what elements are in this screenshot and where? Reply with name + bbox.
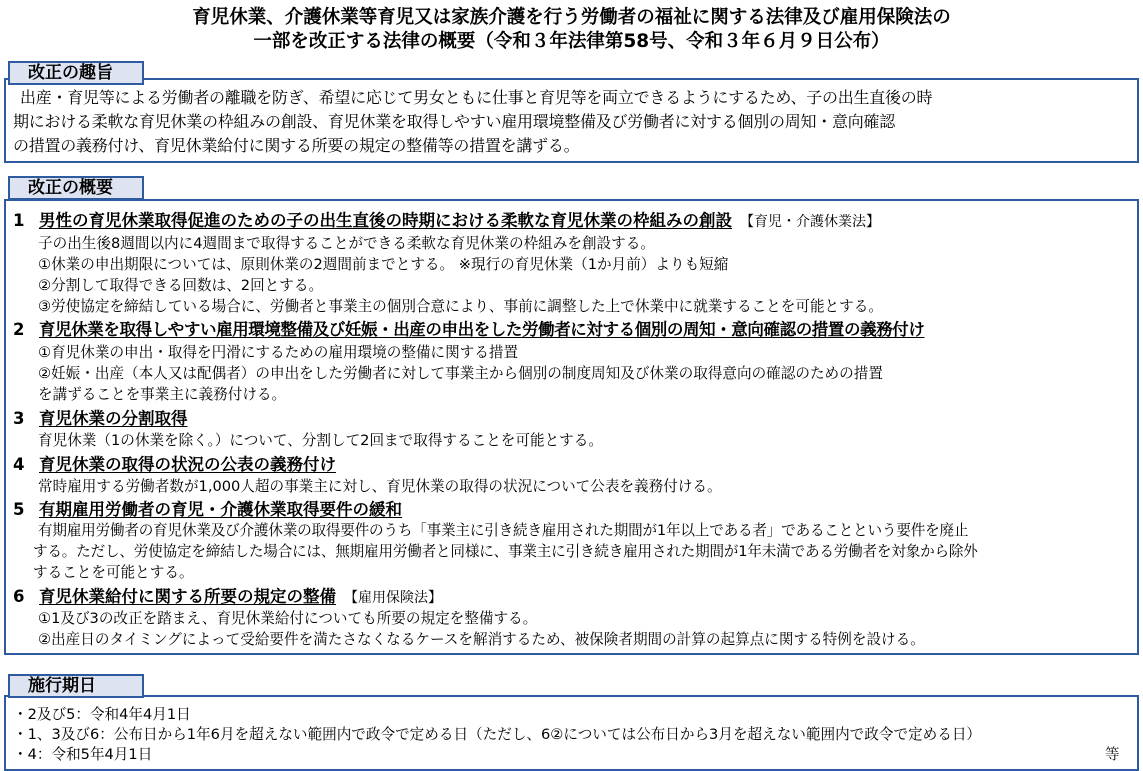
section-6-line-2: ②出産日のタイミングによって受給要件を満たさなくなるケースを解消するため、被保険者期間の計算の起算点に関する特例を設ける。 — [38, 631, 925, 648]
section-5-heading — [13, 499, 402, 520]
section-6-heading — [13, 586, 442, 609]
section-5-line-1: 有期雇用労働者の育児休業及び介護休業の取得要件のうち「事業主に引き続き雇用された期間が1年以上である者」であることという要件を廃止 — [38, 522, 969, 539]
law-tag: 【雇用保険法】 — [344, 590, 442, 606]
section-heading-text: 育児休業給付に関する所要の規定の整備 — [39, 587, 336, 606]
section-2-line-1: ①育児休業の申出・取得を円滑にするための雇用環境の整備に関する措置 — [38, 344, 519, 361]
section-3-heading — [13, 408, 188, 429]
purpose-line-2: 期における柔軟な育児休業の枠組みの創設、育児休業を取得しやすい雇用環境整備及び労働者に対する個別の周知・意向確認 — [13, 112, 896, 131]
section-1-heading — [13, 210, 880, 233]
law-tag: 【育児・介護休業法】 — [740, 214, 880, 230]
effective-label: 施行期日 — [8, 674, 144, 698]
section-heading-text: 育児休業を取得しやすい雇用環境整備及び妊娠・出産の申出をした労働者に対する個別の周知・意向確認の措置の義務付け — [39, 320, 925, 339]
section-number: 3 — [13, 409, 25, 428]
section-heading-text: 育児休業の取得の状況の公表の義務付け — [39, 455, 336, 474]
effective-etc: 等 — [1105, 746, 1120, 763]
purpose-label: 改正の趣旨 — [8, 61, 144, 85]
section-1-line-2: ①休業の申出期限については、原則休業の2週間前までとする。 ※現行の育児休業（1か月前）よりも短縮 — [38, 256, 729, 273]
section-4-line-1: 常時雇用する労働者数が1,000人超の事業主に対し、育児休業の取得の状況について公表を義務付ける。 — [38, 478, 722, 495]
effective-line-1: ・2及び5：令和4年4月1日 — [13, 706, 191, 723]
section-heading-text: 男性の育児休業取得促進のための子の出生直後の時期における柔軟な育児休業の枠組みの創設 — [39, 211, 732, 230]
section-3-line-1: 育児休業（1の休業を除く。）について、分割して2回まで取得することを可能とする。 — [38, 432, 603, 449]
section-2-line-2: ②妊娠・出産（本人又は配偶者）の申出をした労働者に対して事業主から個別の制度周知及び休業の取得意向の確認のための措置 — [38, 365, 883, 382]
section-4-heading — [13, 454, 336, 475]
effective-line-3: ・4：令和5年4月1日 — [13, 746, 153, 763]
effective-line-2: ・1、3及び6：公布日から1年6月を超えない範囲内で政令で定める日（ただし、6②については公布日から3月を超えない範囲内で政令で定める日） — [13, 726, 982, 743]
section-6-line-1: ①1及び3の改正を踏まえ、育児休業給付についても所要の規定を整備する。 — [38, 610, 538, 627]
section-number: 6 — [13, 587, 25, 606]
purpose-line-1: 出産・育児等による労働者の離職を防ぎ、希望に応じて男女ともに仕事と育児等を両立できるようにするため、子の出生直後の時 — [20, 88, 933, 107]
section-number: 2 — [13, 320, 25, 339]
section-number: 5 — [13, 500, 25, 519]
section-1-line-4: ③労使協定を締結している場合に、労働者と事業主の個別合意により、事前に調整した上で休業中に就業することを可能とする。 — [38, 298, 883, 315]
section-1-line-3: ②分割して取得できる回数は、2回とする。 — [38, 277, 324, 294]
section-heading-text: 育児休業の分割取得 — [39, 409, 188, 428]
section-1-line-1: 子の出生後8週間以内に4週間まで取得することができる柔軟な育児休業の枠組みを創設する。 — [38, 235, 655, 252]
page-title-line-1: 育児休業、介護休業等育児又は家族介護を行う労働者の福祉に関する法律及び雇用保険法の — [192, 7, 951, 28]
purpose-line-3: の措置の義務付け、育児休業給付に関する所要の規定の整備等の措置を講ずる。 — [13, 136, 580, 155]
page-title-line-2: 一部を改正する法律の概要（令和３年法律第58号、令和３年６月９日公布） — [253, 31, 890, 52]
section-2-line-3: を講ずることを事業主に義務付ける。 — [38, 386, 287, 403]
overview-label: 改正の概要 — [8, 176, 144, 200]
section-number: 4 — [13, 455, 25, 474]
section-5-line-3: することを可能とする。 — [33, 564, 194, 581]
section-5-line-2: する。ただし、労使協定を締結した場合には、無期雇用労働者と同様に、事業主に引き続き雇用された期間が1年未満である労働者を対象から除外 — [33, 543, 978, 560]
section-heading-text: 有期雇用労働者の育児・介護休業取得要件の緩和 — [39, 500, 402, 519]
section-number: 1 — [13, 211, 25, 230]
section-2-heading — [13, 319, 925, 340]
